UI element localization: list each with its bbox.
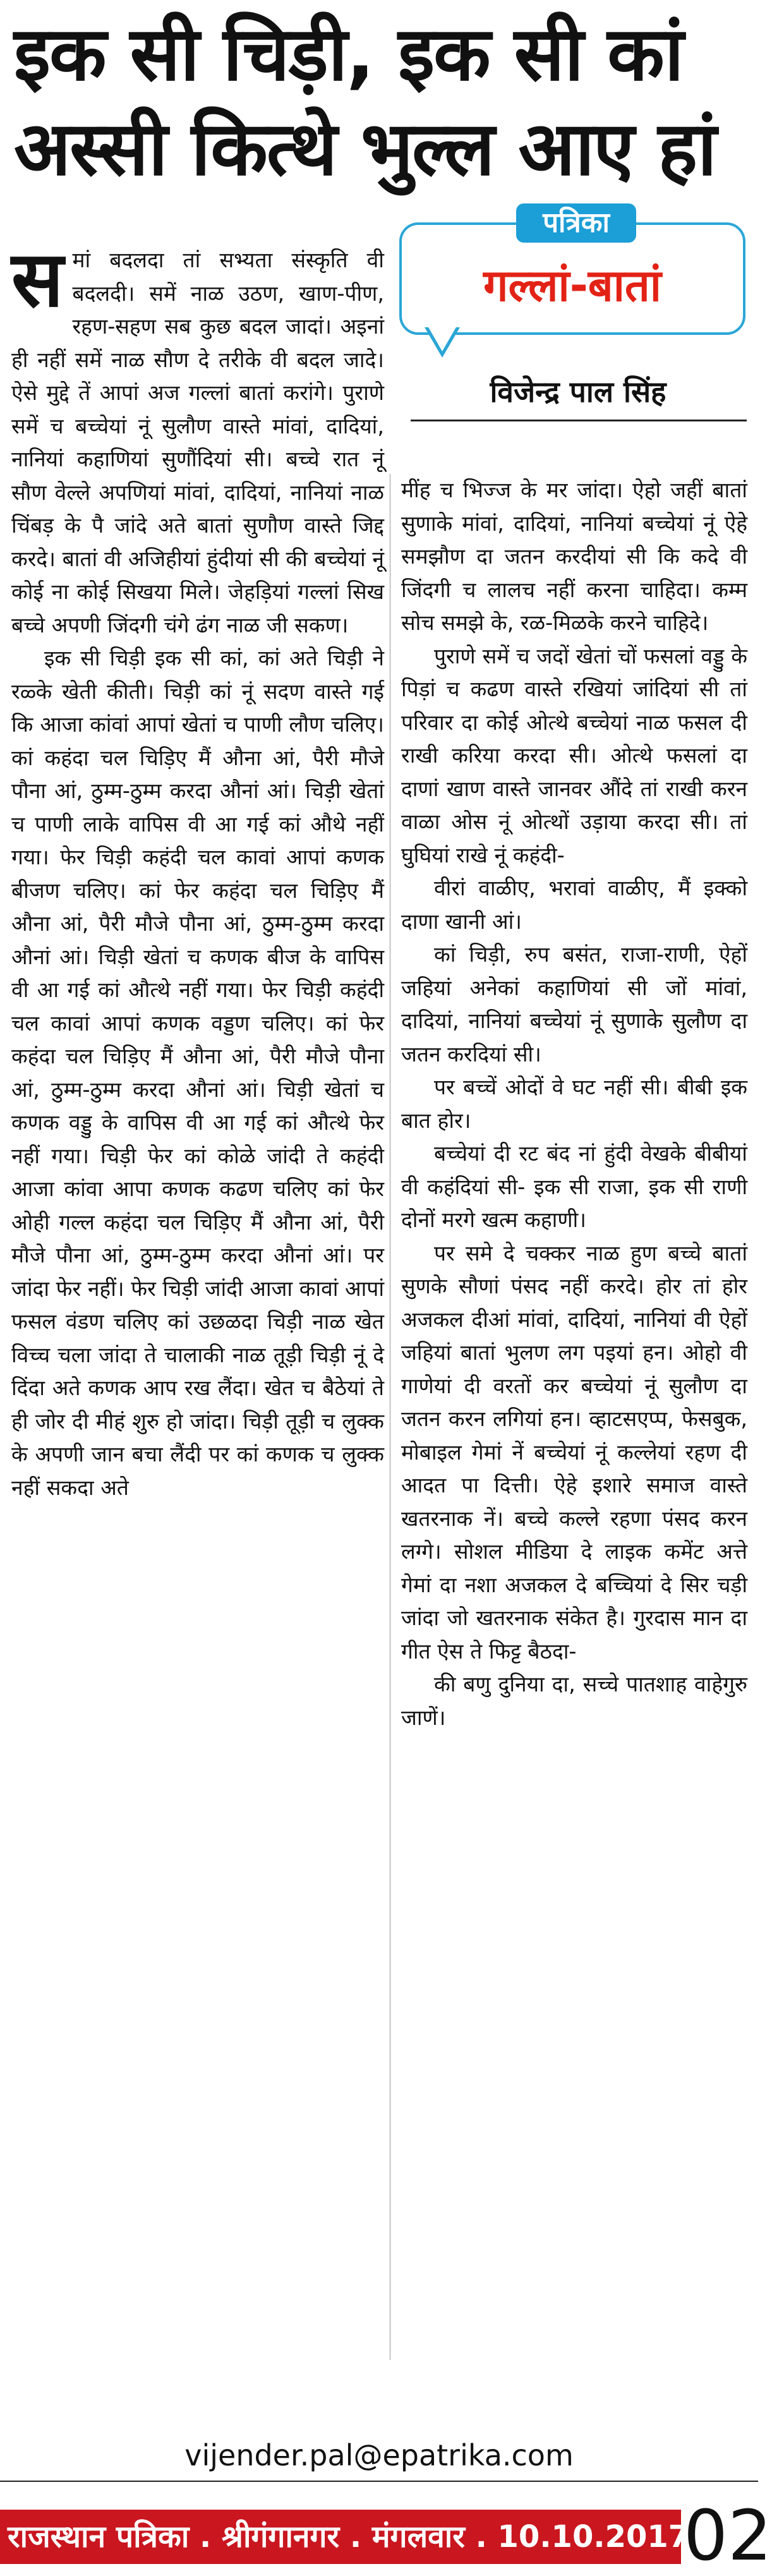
article-paragraph: पुराणे समें च जदों खेतां चों फसलां वड्डु के पिड़ां च कढण वास्ते रखियां जांदियां सी तां परिवार दा कोई ओत्थे बच्चेयां नाळ फसल दी राखी करिया करदा सी। ओत्थे फसलां दा दाणां खाण वास्ते जानवर औंदे तां राखी करन वाळा ओस नूं ओत्थों उड़ाया करदा सी। तां घुघियां राखे नूं कहंदी- [401,643,747,868]
article-paragraph: वीरां वाळीए, भरावां वाळीए, मैं इक्को दाणा खानी आं। [401,876,747,934]
article-paragraph: कां चिड़ी, रुप बसंत, राजा-राणी, ऐहों जहियां अनेकां कहाणियां सी जों मांवां, दादियां, नानियां बच्चेयां नूं सुणाके सुलौण दा जतन करदियां सी। [401,942,747,1067]
article-paragraph: समां बदलदा तां सभ्यता संस्कृति वी बदलदी। समें नाळ उठण, खाण-पीण, रहण-सहण सब कुछ बदल जादां। अइनां ही नहीं समें नाळ सौण दे तरीके वी बदल जादे। ऐसे मुद्दे तें आपां अज गल्लां बातां करांगे। पुराणे समें च बच्चेयां नूं सुलौण वास्ते मांवां, दादियां, नानियां कहाणियां सुणौंदियां सी। बच्चे रात नूं सौण वेल्ले अपणियां मांवां, दादियां, नानियां नाळ चिंबड़ के पै जांदे अते बातां सुणौण वास्ते जिद्द करदे। बातां वी अजिहीयां हुंदीयां सी की बच्चेयां नूं कोई ना कोई सिखया मिले। जेहड़ियां गल्लां सिख बच्चे अपणी जिंदगी चंगे ढंग नाळ जी सकण। [11,234,384,638]
column-logo-tag: पत्रिका [516,203,636,243]
page-number: 02 [684,2495,772,2576]
article-column-left [11,234,384,1504]
column-logo-title-sep: - [569,260,588,311]
column-logo-title-part1: गल्लां [483,260,570,311]
byline: विजेन्द्र पाल सिंह [490,375,666,409]
column-logo-title-part2: बातां [588,260,661,311]
article-column-right [401,474,747,1734]
article-paragraph: की बणु दुनिया दा, सच्चे पातशाह वाहेगुरु जाणें। [401,1672,747,1730]
article-paragraph: मींह च भिज्ज के मर जांदा। ऐहो जहीं बातां सुणाके मांवां, दादियां, नानियां बच्चेयां नूं ऐहे समझौण दा जतन करदीयां सी कि कदे वी जिंदगी च लालच नहीं करना चाहिदा। कम्म सोच समझे के, रळ-मिळके करने चाहिदे। [401,478,747,635]
email-divider [0,2481,758,2482]
headline-line-2: अस्सी कित्थे भुल्ल आए हां [14,105,716,192]
footer-strip-text: राजस्थान पत्रिका . श्रीगंगानगर . मंगलवार . 10.10.2017 [8,2519,690,2555]
column-logo-title [399,257,745,314]
article-paragraph: पर बच्चें ओदों वे घट नहीं सी। बीबी इक बात होर। [401,1075,747,1133]
author-email: vijender.pal@epatrika.com [184,2438,574,2472]
page-footer [0,2495,772,2576]
article-paragraph: इक सी चिड़ी इक सी कां, कां अते चिड़ी ने रळ्के खेती कीती। चिड़ी कां नूं सदण वास्ते गई कि आजा कांवां आपां खेतां च पाणी लौण चलिए। कां कहंदा चल चिड़िए मैं औना आं, पैरी मौजे पौना आं, ठुम्म-ठुम्म करदा औनां आं। चिड़ी खेतां च पाणी लाके वापिस वी आ गई कां औथे नहीं गया। फेर चिड़ी कहंदी चल कावां आपां कणक बीजण चलिए। कां फेर कहंदा चल चिड़िए मैं औना आं, पैरी मौजे पौना आं, ठुम्म-ठुम्म करदा औनां आं। चिड़ी खेतां च कणक बीज के वापिस वी आ गई कां औत्थे नहीं गया। फेर चिड़ी कहंदी चल कावां आपां कणक वड्डण चलिए। कां फेर कहंदा चल चिड़िए मैं औना आं, पैरी मौजे पौना आं, ठुम्म-ठुम्म करदा औनां आं। चिड़ी खेतां च कणक वड्डु के वापिस वी आ गई कां औत्थे फेर नहीं गया। चिड़ी फेर कां कोळे जांदी ते कहंदी आजा कांवा आपा कणक कढण चलिए कां फेर ओही गल्ल कहंदा चल चिड़िए मैं औना आं, पैरी मौजे पौना आं, ठुम्म-ठुम्म करदा औनां आं। पर जांदा फेर नहीं। फेर चिड़ी जांदी आजा कावां आपां फसल वंडण चलिए कां उछळदा चिड़ी नाळ खेत विच्च चला जांदा ते चालाकी नाळ तूड़ी चिड़ी नूं दे दिंदा अते कणक आप रख लैंदा। खेत च बैठेयां ते ही जोर दी मीहं शुरु हो जांदा। चिड़ी तूड़ी च लुक्क के अपणी जान बचा लैंदी पर कां कणक च लुक्क नहीं सकदा अते [11,646,384,1500]
drop-cap: स [11,234,64,324]
column-logo [399,203,745,361]
headline [0,0,758,190]
article-paragraph: बच्चेयां दी रट बंद नां हुंदी वेखके बीबीयां वी कहंदियां सी- इक सी राजा, इक सी राणी दोनों मरगे खत्म कहाणी। [401,1141,747,1232]
article-paragraph: पर समे दे चक्कर नाळ हुण बच्चे बातां सुणके सौणां पंसद नहीं करदे। होर तां होर अजकल दीआं मांवां, दादियां, नानियां वी ऐहों जहियां बातां भुलण लग पइयां हन। ओहो वी गाणेयां दी वरतों कर बच्चेयां नूं सुलौण दा जतन करन लगियां हन। व्हाटसएप्प, फेसबुक, मोबाइल गेमां नें बच्चेयां नूं कल्लेयां रहण दी आदत पा दित्ती। ऐहे इशारे समाज वास्ते खतरनाक नें। बच्चे कल्ले रहणा पंसद करन लग्गे। सोशल मीडिया दे लाइक कमेंट अत्ते गेमां दा नशा अजकल दे बच्चियां दे सिर चड़ी जांदा जो खतरनाक संकेत है। गुरदास मान दा गीत ऐस ते फिट्ट बैठदा- [401,1240,747,1664]
byline-divider [411,420,747,421]
headline-line-1: इक सी चिड़ी, इक सी कां [14,10,683,97]
